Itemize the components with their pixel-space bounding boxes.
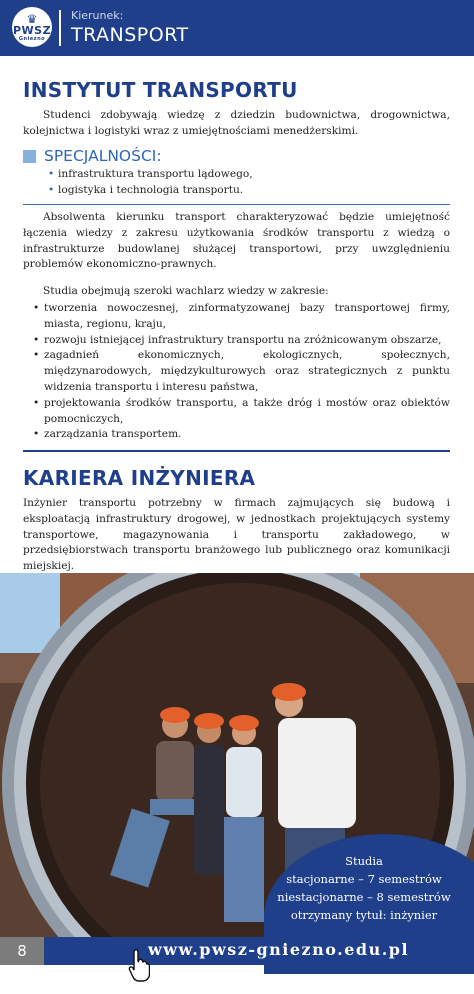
list-item: • zarządzania transportem. bbox=[34, 427, 450, 443]
studies-line: Studia bbox=[345, 854, 383, 868]
list-item: • infrastruktura transportu lądowego, bbox=[48, 167, 253, 183]
hand-pointer-icon bbox=[128, 948, 150, 982]
section-divider bbox=[23, 450, 450, 452]
studies-info bbox=[264, 852, 464, 924]
list-item: • tworzenia nowoczesnej, zinformatyzowanej bazy transportowej firmy, miasta, regionu, kraju, bbox=[34, 301, 450, 333]
institute-title: INSTYTUT TRANSPORTU bbox=[23, 78, 298, 102]
specializations-list bbox=[48, 167, 253, 199]
website-link[interactable]: www.pwsz-gniezno.edu.pl bbox=[148, 940, 410, 959]
studies-line: otrzymany tytuł: inżynier bbox=[290, 908, 438, 922]
header-title: TRANSPORT bbox=[71, 24, 189, 46]
header-kicker: Kierunek: bbox=[71, 9, 124, 22]
specializations-heading bbox=[23, 147, 162, 165]
university-logo[interactable] bbox=[12, 7, 52, 47]
list-item: • zagadnień ekonomicznych, ekologicznych, społecznych, międzynarodowych, międzykulturowych oraz strategicznych z punktu widzenia transportu i interesu państwa, bbox=[34, 348, 450, 395]
scope-list bbox=[34, 301, 450, 443]
list-item: • logistyka i technologia transportu. bbox=[48, 183, 253, 199]
logo-text: PWSZ bbox=[12, 23, 52, 37]
header-divider bbox=[59, 10, 61, 46]
studies-line: stacjonarne – 7 semestrów bbox=[286, 872, 442, 886]
crown-emblem-icon: ♛ bbox=[26, 11, 38, 26]
square-bullet-icon bbox=[23, 150, 36, 163]
list-item: • projektowania środków transportu, a także dróg i mostów oraz obiektów pomocniczych, bbox=[34, 396, 450, 428]
section-divider bbox=[23, 204, 450, 205]
page-number: 8 bbox=[0, 937, 44, 965]
graduate-description: Absolwenta kierunku transport charakteryzować będzie umiejętność łączenia wiedzy z zakresu użytkowania środków transportu z wiedzą o infrastrukturze budowlanej służącej transportowi, przy uwzględnieniu problemów ekonomiczno-prawnych. bbox=[23, 211, 450, 271]
studies-line: niestacjonarne – 8 semestrów bbox=[277, 890, 451, 904]
specializations-title: SPECJALNOŚCI: bbox=[44, 147, 162, 165]
scope-intro: Studia obejmują szeroki wachlarz wiedzy w zakresie: bbox=[43, 285, 329, 297]
institute-intro: Studenci zdobywają wiedzę z dziedzin budownictwa, drogownictwa, kolejnictwa i logistyki wraz z umiejętnościami menedżerskimi. bbox=[23, 109, 450, 137]
career-title: KARIERA INŻYNIERA bbox=[23, 466, 256, 490]
career-text: Inżynier transportu potrzebny w firmach zajmujących się budową i eksploatacją infrastruktury drogowej, w jednostkach projektujących systemy transportowe, magazynowania i transportu zakładowego, w przedsiębiorstwach transportu branżowego lub publicznego oraz komunikacji miejskiej. bbox=[23, 497, 450, 573]
logo-subtext: Gniezno bbox=[18, 35, 46, 42]
list-item: • rozwoju istniejącej infrastruktury transportu na zróżnicowanym obszarze, bbox=[34, 333, 450, 349]
